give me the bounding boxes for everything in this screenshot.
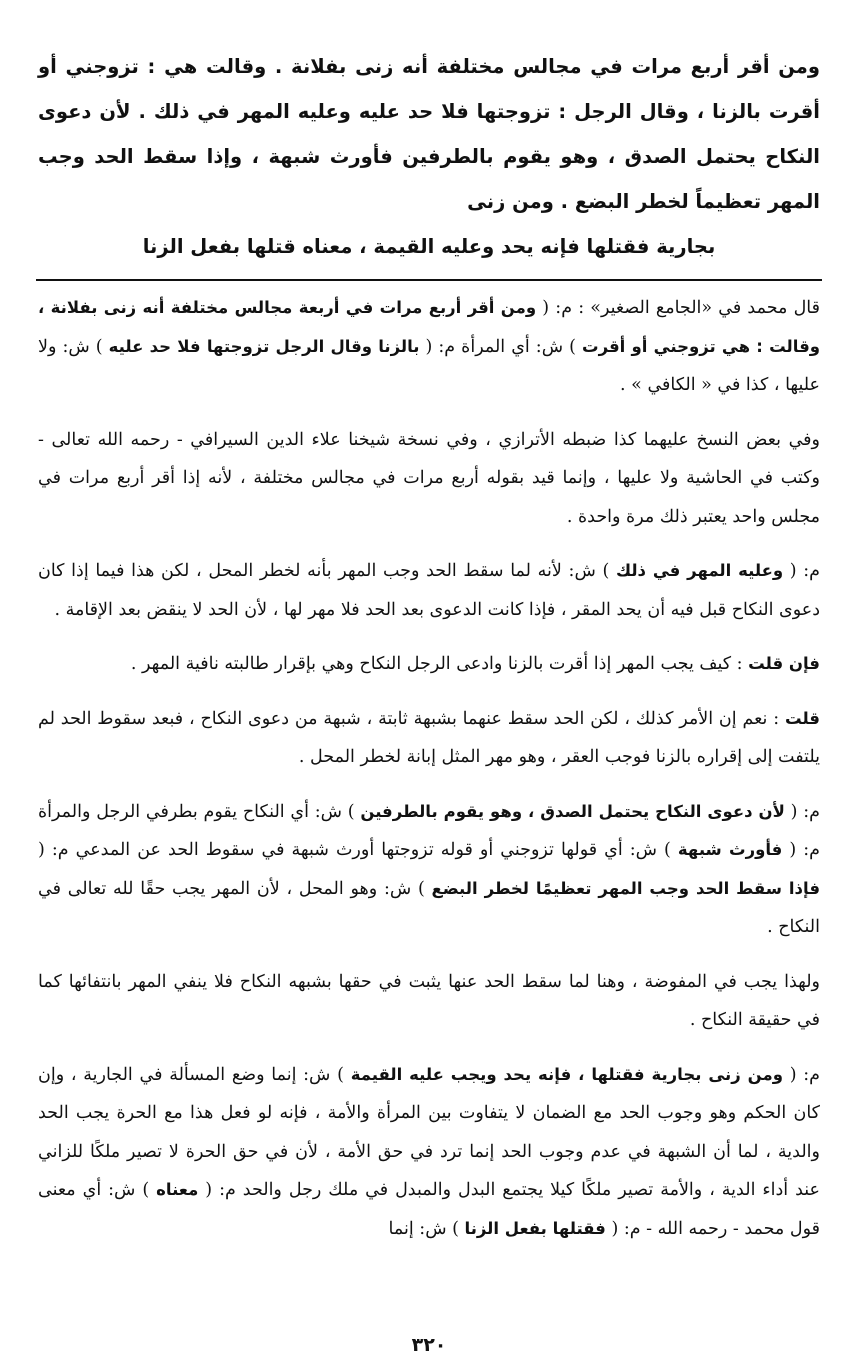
commentary-text: م: ( bbox=[783, 561, 820, 581]
commentary-text: ) ش: ولا عليها ، كذا في « الكافي » . bbox=[38, 336, 820, 395]
commentary-text: م: ( bbox=[784, 801, 820, 822]
commentary-text: ولهذا يجب في المفوضة ، وهنا لما سقط الحد عنها يثبت في حقها بشبهه النكاح فلا ينفي المهر بانتفائها كما في حقيقة النكاح . bbox=[38, 971, 820, 1030]
commentary-text: ) ش: إنما bbox=[388, 1218, 465, 1239]
commentary-paragraph bbox=[38, 421, 820, 537]
quoted-text: فإذا سقط الحد وجب المهر تعظيمًا لخطر البضع bbox=[431, 878, 820, 898]
page-number: ٣٢٠ bbox=[411, 1334, 447, 1356]
commentary-text: ) ش: وهو المحل ، لأن المهر يجب حقًا لله تعالى في النكاح . bbox=[38, 878, 820, 937]
quoted-text: لأن دعوى النكاح يحتمل الصدق ، وهو يقوم بالطرفين bbox=[360, 801, 785, 821]
quoted-text: ومن زنى بجارية فقتلها ، فإنه يحد ويجب عليه القيمة bbox=[350, 1064, 783, 1084]
quoted-text: فإن قلت bbox=[748, 654, 820, 673]
commentary-text: م: ( bbox=[783, 1064, 821, 1085]
commentary-text: ) ش: أي قولها تزوجني أو قوله تزوجتها أورث شبهة في سقوط الحد عن المدعي م: ( bbox=[38, 840, 678, 860]
commentary-section bbox=[38, 289, 820, 1248]
commentary-text: وفي بعض النسخ عليهما كذا ضبطه الأترازي ، وفي نسخة شيخنا علاء الدين السيرافي - رحمه الله تعالى - وكتب في الحاشية ولا عليها ، وإنما قيد بقوله أربع مرات في مجالس مختلفة ، لأنه إذا أقر أربع مرات في مجلس واحد يعتبر ذلك مرة واحدة . bbox=[38, 429, 820, 527]
commentary-text: ) ش: أي النكاح يقوم بطرفي الرجل والمرأة م: ( bbox=[38, 801, 820, 860]
commentary-paragraph bbox=[38, 793, 820, 947]
quoted-text: بالزنا وقال الرجل تزوجتها فلا حد عليه bbox=[108, 336, 420, 356]
main-text-block bbox=[38, 44, 820, 269]
commentary-paragraph bbox=[38, 289, 820, 405]
commentary-text: قال محمد في «الجامع الصغير» : م: ( bbox=[536, 298, 820, 318]
quoted-text: قلت bbox=[784, 708, 820, 728]
main-text: ومن أقر أربع مرات في مجالس مختلفة أنه زنى بفلانة . وقالت هي : تزوجني أو أقرت بالزنا ، وقال الرجل : تزوجتها فلا حد عليه وعليه المهر في ذلك . لأن دعوى النكاح يحتمل الصدق ، وهو يقوم بالطرفين فأورث شبهة ، وإذا سقط الحد وجب المهر تعظيماً لخطر البضع . ومن زنى bbox=[38, 55, 820, 213]
commentary-text: ) ش: لأنه لما سقط الحد وجب المهر بأنه لخطر المحل ، لكن هذا فيما إذا كان دعوى النكاح قبل فيه أن يحد المقر ، فإذا كانت الدعوى بعد الحد فلا مهر لها ، لأن الحد لا ينقض بعد الإقامة . bbox=[38, 561, 820, 620]
commentary-paragraph bbox=[38, 552, 820, 629]
section-divider bbox=[36, 279, 822, 281]
main-text-last-line: بجارية فقتلها فإنه يحد وعليه القيمة ، معناه قتلها بفعل الزنا bbox=[142, 235, 716, 258]
commentary-text: ) ش: أي معنى قول محمد - رحمه الله - م: ( bbox=[38, 1180, 820, 1239]
commentary-text: : كيف يجب المهر إذا أقرت بالزنا وادعى الرجل النكاح وهي بإقرار طالبته نافية المهر . bbox=[130, 654, 749, 674]
commentary-paragraph bbox=[38, 645, 820, 684]
quoted-text: فأورث شبهة bbox=[677, 840, 783, 859]
quoted-text: وعليه المهر في ذلك bbox=[615, 561, 784, 580]
commentary-paragraph bbox=[38, 963, 820, 1040]
commentary-text: ) ش: إنما وضع المسألة في الجارية ، وإن كان الحكم وهو وجوب الحد مع الضمان لا يتفاوت بين المرأة والأمة ، فإنه لو فعل هذا مع الحرة يجب الحد والدية ، لما أن الشبهة في عدم وجوب الحد إنما ترد في حق الأمة ، لأن في حق الحرة لا تصير ملكًا للزاني عند أداء الدية ، والأمة تصير ملكًا كيلا يجتمع البدل والمبدل في ملك رجل والحد م: ( bbox=[38, 1064, 820, 1200]
commentary-paragraph bbox=[38, 700, 820, 777]
commentary-paragraph bbox=[38, 1056, 820, 1249]
commentary-text: : نعم إن الأمر كذلك ، لكن الحد سقط عنهما بشبهة ثابتة ، شبهة من دعوى النكاح ، فبعد سقوط الحد لم يلتفت إلى إقراره بالزنا فوجب العقر ، وهو مهر المثل إبانة لخطر المحل . bbox=[38, 708, 820, 767]
quoted-text: ومن أقر أربع مرات في أربعة مجالس مختلفة أنه زنى بفلانة ، وقالت : هي تزوجني أو أقرت bbox=[38, 298, 821, 356]
quoted-text: فقتلها بفعل الزنا bbox=[464, 1218, 606, 1238]
commentary-text: ) ش: أي المرأة م: ( bbox=[419, 336, 582, 357]
book-page bbox=[38, 44, 820, 1372]
quoted-text: معناه bbox=[156, 1180, 199, 1199]
